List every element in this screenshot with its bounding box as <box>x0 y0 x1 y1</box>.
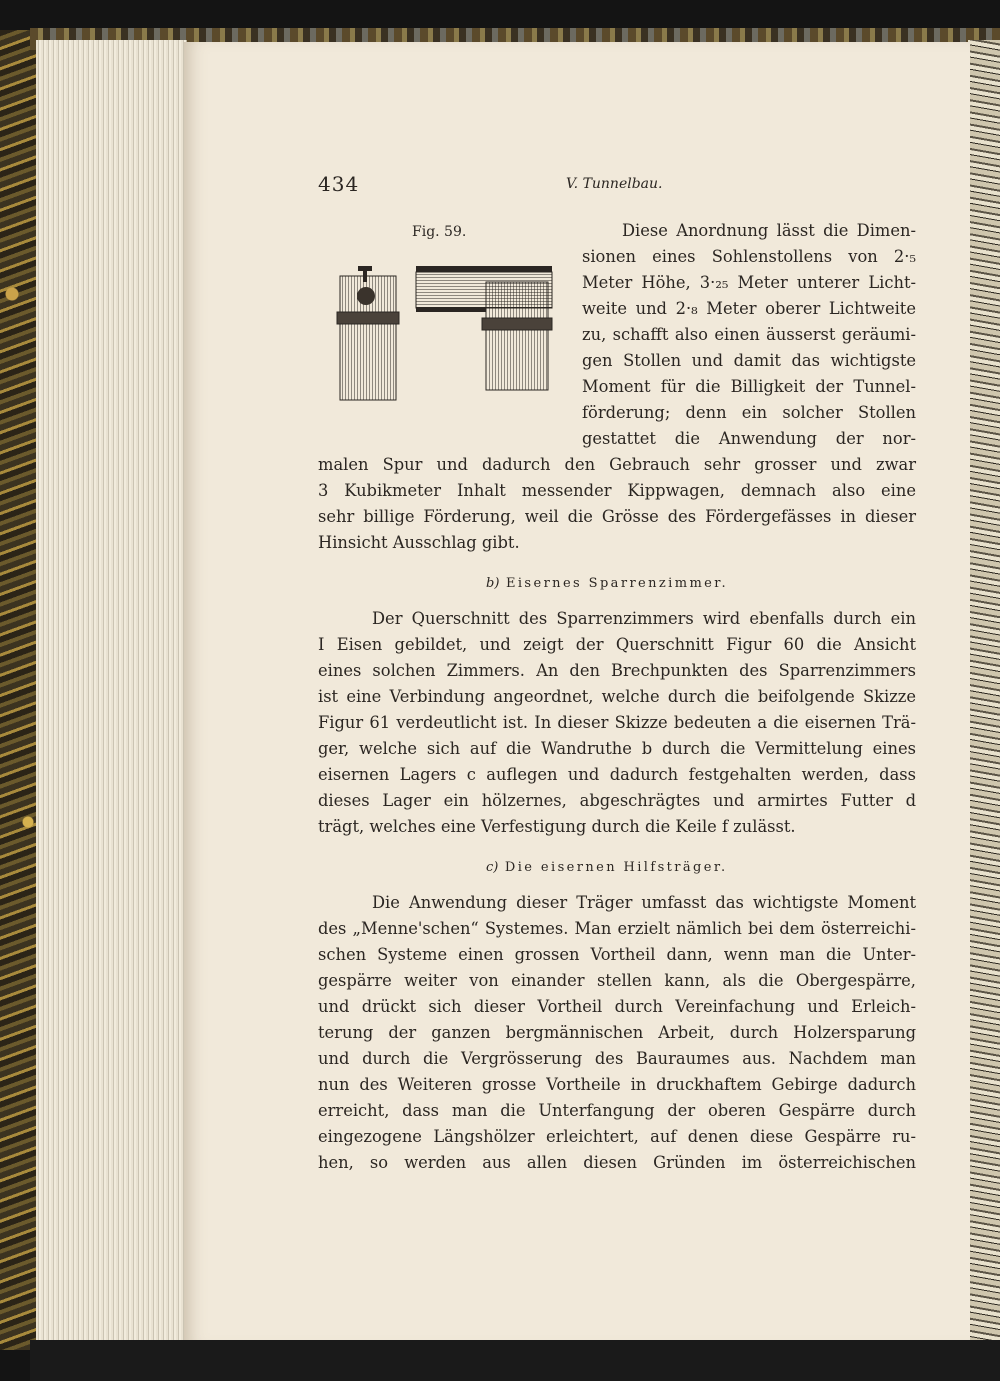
section-c-title: Die eisernen Hilfsträger. <box>504 860 728 875</box>
p1-line-11: 3 Kubikmeter Inhalt messender Kippwagen, demnach also eine <box>318 481 916 500</box>
figure-59-illustration <box>336 262 556 404</box>
p3-line-10: eingezogene Längshölzer erleichtert, auf denen diese Gespärre ru- <box>318 1127 916 1146</box>
p1-line-9: gestattet die Anwendung der nor- <box>582 429 916 448</box>
running-head: V. Tunnelbau. <box>566 176 663 192</box>
section-b-title: Eisernes Sparrenzimmer. <box>505 576 728 591</box>
section-c-heading <box>486 860 728 875</box>
facing-page-edge-right <box>968 40 1000 1360</box>
p3-line-3: schen Systeme einen grossen Vortheil dann, wenn man die Unter- <box>318 945 916 964</box>
p3-line-7: und durch die Vergrösserung des Bauraumes aus. Nachdem man <box>318 1049 916 1068</box>
p3-line-11: hen, so werden aus allen diesen Gründen im österreichischen <box>318 1153 916 1172</box>
p3-line-5: und drückt sich dieser Vortheil durch Vereinfachung und Erleich- <box>318 997 916 1016</box>
p1-line-6: gen Stollen und damit das wichtigste <box>582 351 916 370</box>
p2-line-2: I Eisen gebildet, und zeigt der Querschnitt Figur 60 die Ansicht <box>318 635 916 654</box>
p3-line-4: gespärre weiter von einander stellen kann, als die Obergespärre, <box>318 971 916 990</box>
section-b-letter: b) <box>486 576 500 591</box>
bottom-shadow <box>30 1340 1000 1381</box>
figure-label: Fig. 59. <box>412 224 467 240</box>
p2-line-7: eisernen Lagers c auflegen und dadurch festgehalten werden, dass <box>318 765 916 784</box>
p1-line-12: sehr billige Förderung, weil die Grösse des Fördergefässes in dieser <box>318 507 916 526</box>
p3-line-6: terung der ganzen bergmännischen Arbeit, durch Holzersparung <box>318 1023 916 1042</box>
p1-line-1: Diese Anordnung lässt die Dimen- <box>622 221 916 240</box>
page-edges-stack <box>36 40 187 1345</box>
p1-line-10: malen Spur und dadurch den Gebrauch sehr grosser und zwar <box>318 455 916 474</box>
p2-line-4: ist eine Verbindung angeordnet, welche durch die beifolgende Skizze <box>318 687 916 706</box>
p2-line-6: ger, welche sich auf die Wandruthe b durch die Vermittelung eines <box>318 739 916 758</box>
p1-line-2: sionen eines Sohlenstollens von 2·₅ <box>582 247 916 266</box>
p1-line-3: Meter Höhe, 3·₂₅ Meter unterer Licht- <box>582 273 916 292</box>
p2-line-3: eines solchen Zimmers. An den Brechpunkten des Sparrenzimmers <box>318 661 916 680</box>
post-right <box>416 266 552 390</box>
p3-line-8: nun des Weiteren grosse Vortheile in druckhaftem Gebirge dadurch <box>318 1075 916 1094</box>
section-c-letter: c) <box>486 860 499 875</box>
p2-line-1: Der Querschnitt des Sparrenzimmers wird ebenfalls durch ein <box>372 609 916 628</box>
p3-line-1: Die Anwendung dieser Träger umfasst das wichtigste Moment <box>372 893 916 912</box>
p1-line-4: weite und 2·₈ Meter oberer Lichtweite <box>582 299 916 318</box>
p3-line-2: des „Menne'schen“ Systemes. Man erzielt nämlich bei dem österreichi- <box>318 919 916 938</box>
p2-line-5: Figur 61 verdeutlicht ist. In dieser Skizze bedeuten a die eisernen Trä- <box>318 713 916 732</box>
p1-line-7: Moment für die Billigkeit der Tunnel- <box>582 377 916 396</box>
p1-line-8: förderung; denn ein solcher Stollen <box>582 403 916 422</box>
page-number: 434 <box>318 172 360 196</box>
post-left <box>337 266 399 400</box>
p2-line-9: trägt, welches eine Verfestigung durch die Keile f zulässt. <box>318 817 796 836</box>
p1-line-5: zu, schafft also einen äusserst geräumi- <box>582 325 916 344</box>
p2-line-8: dieses Lager ein hölzernes, abgeschrägtes und armirtes Futter d <box>318 791 916 810</box>
marbled-cover-left <box>0 30 40 1350</box>
section-b-heading <box>486 576 728 591</box>
p3-line-9: erreicht, dass man die Unterfangung der oberen Gespärre durch <box>318 1101 916 1120</box>
p1-line-13: Hinsicht Ausschlag gibt. <box>318 533 520 552</box>
